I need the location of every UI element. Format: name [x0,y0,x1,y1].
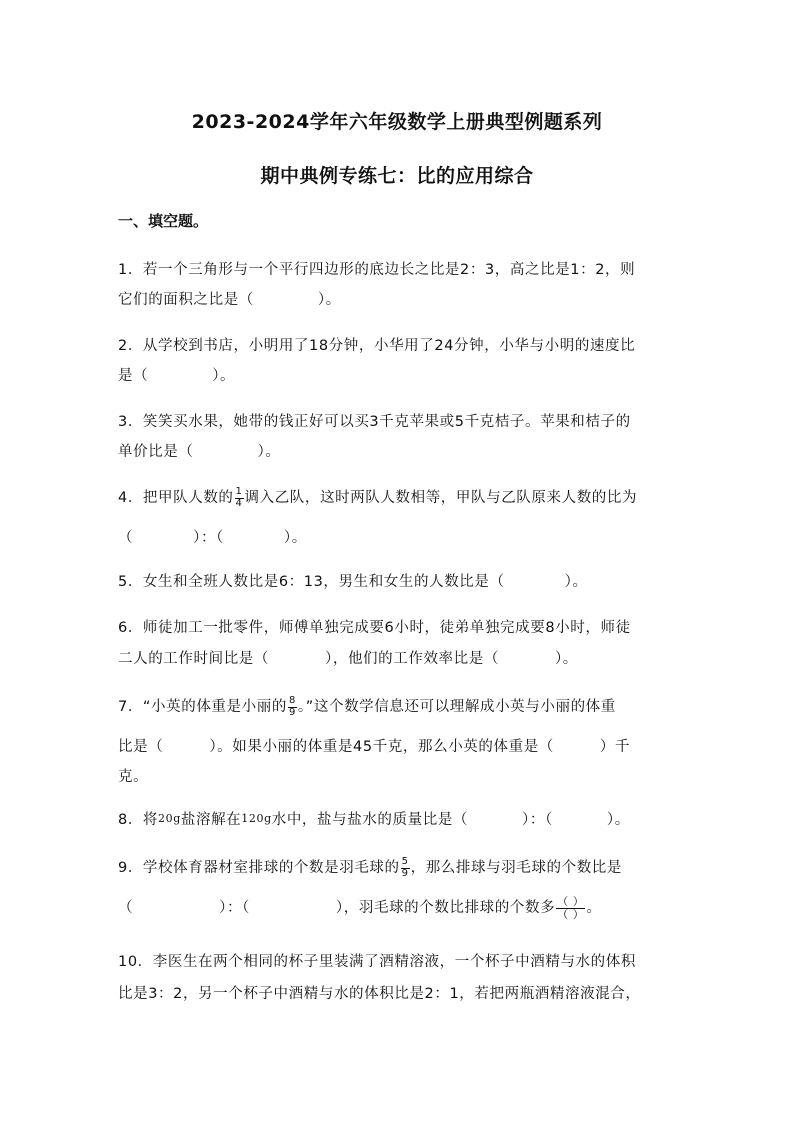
question-5-line-1: 5．女生和全班人数比是6：13，男生和女生的人数比是（ ）。 [118,574,588,590]
question-2-line-1: 2．从学校到书店，小明用了18分钟，小华用了24分钟，小华与小明的速度比 [118,338,636,354]
question-4-line-2: （ ）：（ ）。 [118,530,307,546]
fraction-blank[interactable]: $\frac{( )}{( )}$ [557,895,585,921]
question-1-line-1: 1．若一个三角形与一个平行四边形的底边长之比是2：3，高之比是1：2，则 [118,262,636,278]
fraction: $\frac{5}{9}$ [401,856,409,879]
question-7-line-2: 比是（ ）。如果小丽的体重是45千克，那么小英的体重是（ ）千 [118,739,631,755]
question-7-line-1: 7．“小英的体重是小丽的 $\frac{8}{9}$ 。”这个数学信息还可以理解成小英与小丽的体重 [118,695,616,718]
question-9-line-2: （ ）：（ ），羽毛球的个数比排球的个数多 $\frac{( )}{( )}$ 。 [118,895,602,921]
question-8-line-1: 8．将20g盐溶解在120g水中，盐与盐水的质量比是（ ）：（ ）。 [118,812,630,828]
document-subtitle: 期中典例专练七：比的应用综合 [260,165,534,187]
section-heading: 一、填空题。 [118,212,209,230]
question-3-line-1: 3．笑笑买水果，她带的钱正好可以买3千克苹果或5千克桔子。苹果和桔子的 [118,414,631,430]
question-9-line-1: 9．学校体育器材室排球的个数是羽毛球的 $\frac{5}{9}$ ，那么排球与羽毛球的个数比是 [118,856,622,879]
question-7-line-3: 克。 [118,769,149,785]
question-6-line-2: 二人的工作时间比是（ ），他们的工作效率比是（ ）。 [118,651,578,667]
question-3-line-2: 单价比是（ ）。 [118,444,281,460]
document-title: 2023-2024学年六年级数学上册典型例题系列 [191,111,603,133]
fraction: $\frac{8}{9}$ [288,695,296,718]
question-6-line-1: 6．师徒加工一批零件，师傅单独完成要6小时，徒弟单独完成要8小时，师徒 [118,620,631,636]
question-1-line-2: 它们的面积之比是（ ）。 [118,292,341,308]
fraction: $\frac{1}{4}$ [235,486,243,509]
question-2-line-2: 是（ ）。 [118,368,236,384]
question-10-line-2: 比是3：2，另一个杯子中酒精与水的体积比是2：1，若把两瓶酒精溶液混合， [118,986,641,1002]
question-4-line-1: 4．把甲队人数的 $\frac{1}{4}$ 调入乙队，这时两队人数相等，甲队与乙队原来人数的比为 [118,486,638,509]
question-10-line-1: 10．李医生在两个相同的杯子里装满了酒精溶液，一个杯子中酒精与水的体积 [118,954,636,970]
